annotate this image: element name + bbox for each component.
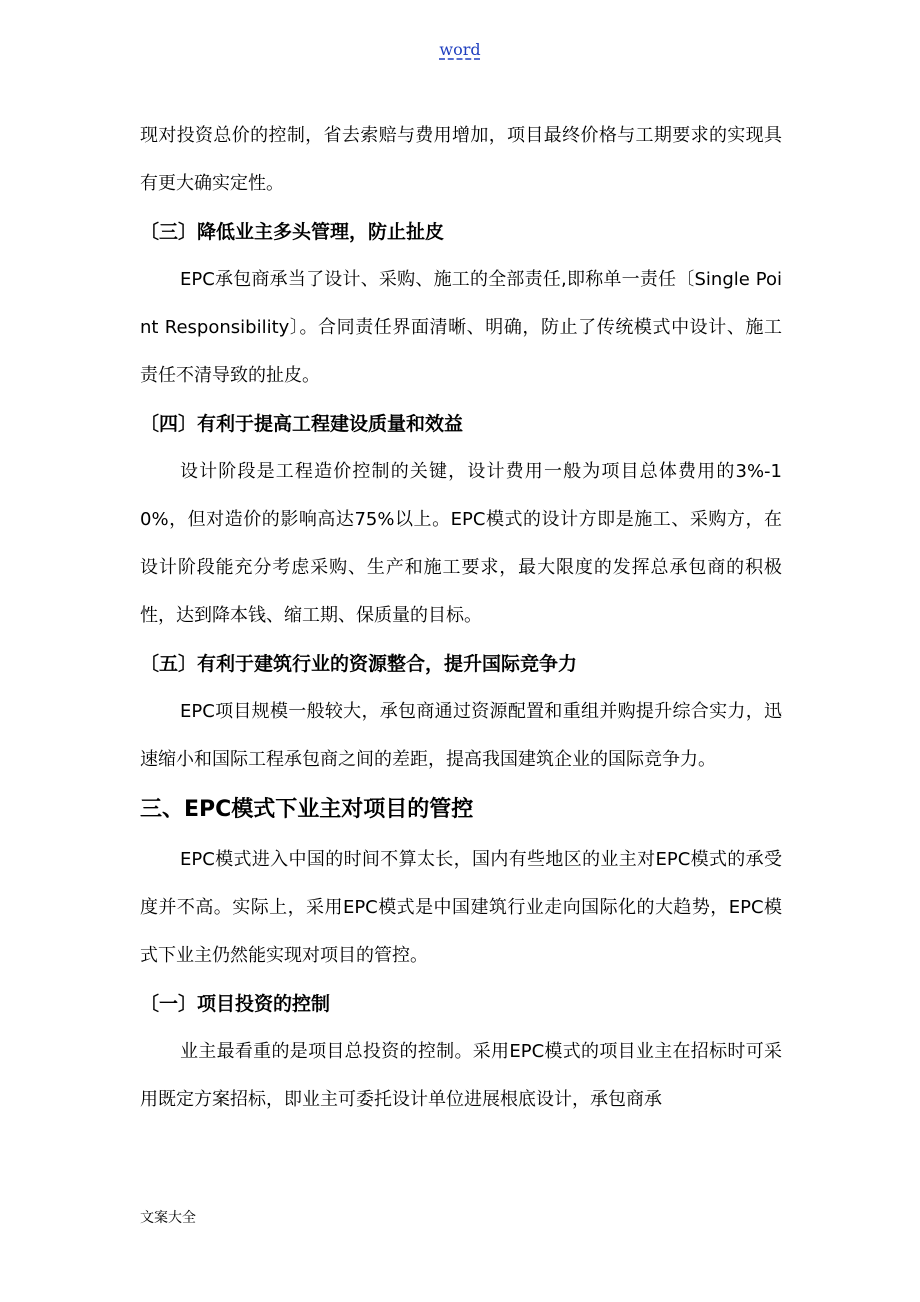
heading-section-4: 〔四〕有利于提高工程建设质量和效益 bbox=[140, 413, 464, 435]
paragraph-4: EPC项目规模一般较大，承包商通过资源配置和重组并购提升综合实力，迅速缩小和国际工程承包商之间的差距，提高我国建筑企业的国际竞争力。 bbox=[140, 701, 782, 770]
heading-section-3: 〔三〕降低业主多头管理，防止扯皮 bbox=[140, 221, 445, 243]
paragraph-2: EPC承包商承当了设计、采购、施工的全部责任,即称单一责任〔Single Point Responsibility〕。合同责任界面清晰、明确，防止了传统模式中设计、施工责任不清导致的扯皮。 bbox=[140, 269, 782, 386]
heading-section-5: 〔五〕有利于建筑行业的资源整合，提升国际竞争力 bbox=[140, 653, 578, 675]
heading-chapter-3: 三、EPC模式下业主对项目的管控 bbox=[140, 797, 474, 822]
heading-subsection-1: 〔一〕项目投资的控制 bbox=[140, 993, 331, 1015]
footer-label: 文案大全 bbox=[140, 1210, 196, 1226]
document-body bbox=[140, 112, 782, 1124]
paragraph-1: 现对投资总价的控制，省去索赔与费用增加，项目最终价格与工期要求的实现具有更大确实定性。 bbox=[140, 125, 782, 194]
header-word-link[interactable]: word bbox=[439, 40, 481, 59]
paragraph-5: EPC模式进入中国的时间不算太长，国内有些地区的业主对EPC模式的承受度并不高。实际上，采用EPC模式是中国建筑行业走向国际化的大趋势，EPC模式下业主仍然能实现对项目的管控。 bbox=[140, 849, 782, 966]
paragraph-3: 设计阶段是工程造价控制的关键，设计费用一般为项目总体费用的3%-10%，但对造价的影响高达75%以上。EPC模式的设计方即是施工、采购方，在设计阶段能充分考虑采购、生产和施工要求，最大限度的发挥总承包商的积极性，达到降本钱、缩工期、保质量的目标。 bbox=[140, 461, 782, 626]
paragraph-6: 业主最看重的是项目总投资的控制。采用EPC模式的项目业主在招标时可采用既定方案招标，即业主可委托设计单位进展根底设计，承包商承 bbox=[140, 1041, 782, 1110]
